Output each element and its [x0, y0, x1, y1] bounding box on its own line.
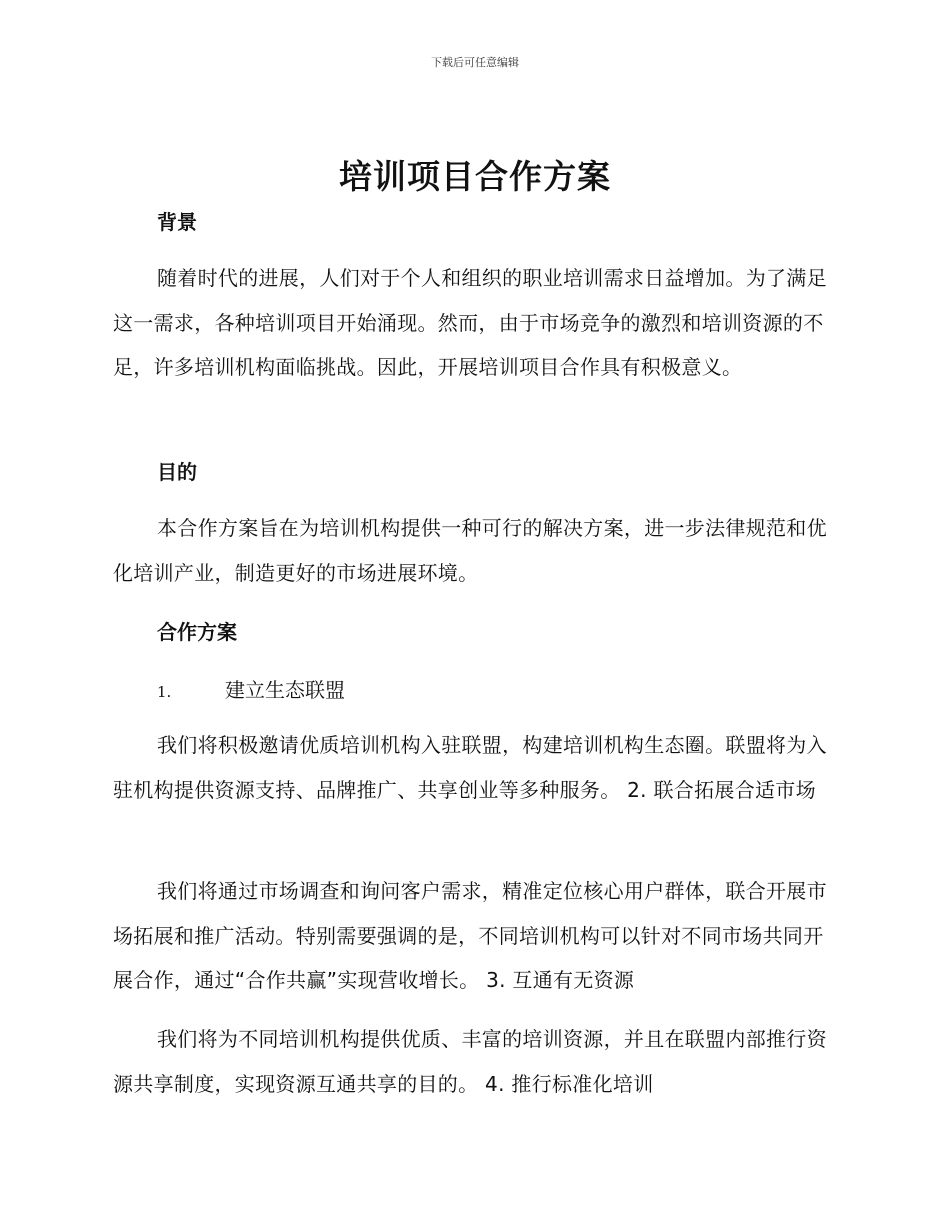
list-item-1 [157, 676, 345, 706]
section-heading-purpose: 目的 [157, 460, 197, 484]
document-title: 培训项目合作方案 [339, 157, 611, 196]
section-heading-plan: 合作方案 [157, 620, 237, 644]
paragraph-plan-2: 我们将通过市场调查和询问客户需求，精准定位核心用户群体，联合开展市场拓展和推广活动。特别需要强调的是，不同培训机构可以针对不同市场共同开展合作，通过“合作共赢”实现营收增长。 3. 互通有无资源 [113, 879, 827, 993]
list-item-label: 建立生态联盟 [225, 678, 345, 702]
paragraph-plan-1: 我们将积极邀请优质培训机构入驻联盟，构建培训机构生态圈。联盟将为入驻机构提供资源支持、品牌推广、共享创业等多种服务。 2. 联合拓展合适市场 [113, 733, 827, 802]
paragraph-purpose: 本合作方案旨在为培训机构提供一种可行的解决方案，进一步法律规范和优化培训产业，制造更好的市场进展环境。 [113, 516, 827, 585]
paragraph-background: 随着时代的进展，人们对于个人和组织的职业培训需求日益增加。为了满足这一需求，各种培训项目开始涌现。然而，由于市场竞争的激烈和培训资源的不足，许多培训机构面临挑战。因此，开展培训项目合作具有积极意义。 [113, 266, 827, 380]
header-note: 下载后可任意编辑 [431, 56, 519, 69]
list-item-number: 1. [157, 683, 172, 701]
section-heading-background: 背景 [157, 210, 197, 234]
paragraph-plan-3: 我们将为不同培训机构提供优质、丰富的培训资源，并且在联盟内部推行资源共享制度，实现资源互通共享的目的。 4. 推行标准化培训 [113, 1027, 827, 1096]
